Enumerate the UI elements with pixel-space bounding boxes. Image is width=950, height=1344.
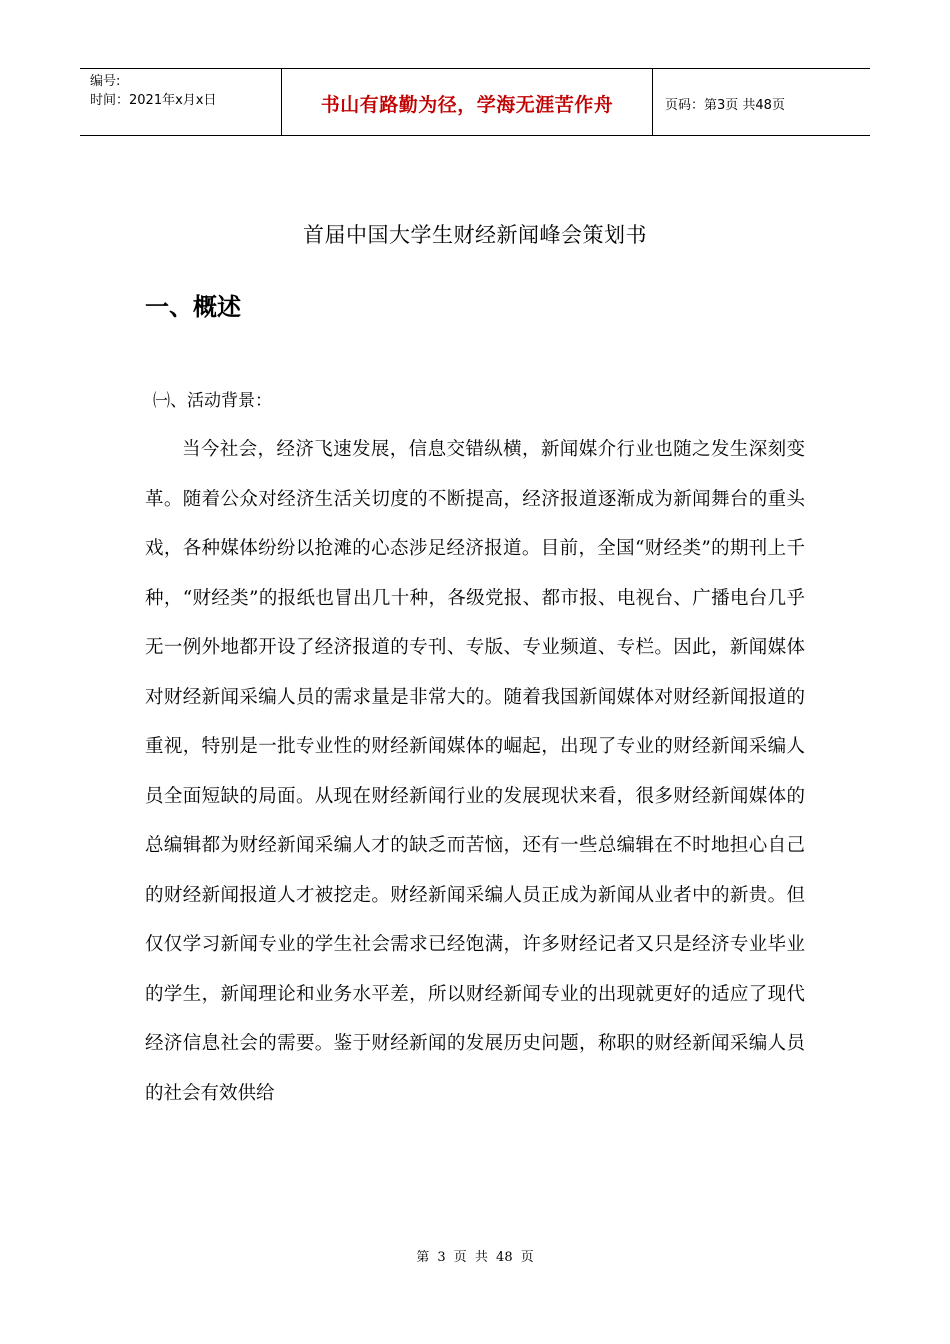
section-heading: 一、概述 xyxy=(145,293,241,321)
header-page-code: 页码：第3页 共48页 xyxy=(665,97,785,113)
header-page-cell xyxy=(653,69,870,135)
header-motto: 书山有路勤为径，学海无涯苦作舟 xyxy=(320,93,614,116)
page-footer: 第 3 页 共 48 页 xyxy=(416,1250,534,1265)
body-paragraph: 当今社会，经济飞速发展，信息交错纵横，新闻媒介行业也随之发生深刻变革。随着公众对经济生活关切度的不断提高，经济报道逐渐成为新闻舞台的重头戏，各种媒体纷纷以抢滩的心态涉足经济报道。目前，全国“财经类”的期刊上千种，“财经类”的报纸也冒出几十种，各级党报、都市报、电视台、广播电台几乎无一例外地都开设了经济报道的专刊、专版、专业频道、专栏。因此，新闻媒体对财经新闻采编人员的需求量是非常大的。随着我国新闻媒体对财经新闻报道的重视，特别是一批专业性的财经新闻媒体的崛起，出现了专业的财经新闻采编人员全面短缺的局面。从现在财经新闻行业的发展现状来看，很多财经新闻媒体的总编辑都为财经新闻采编人才的缺乏而苦恼，还有一些总编辑在不时地担心自己的财经新闻报道人才被挖走。财经新闻采编人员正成为新闻从业者中的新贵。但仅仅学习新闻专业的学生社会需求已经饱满，许多财经记者又只是经济专业毕业的学生，新闻理论和业务水平差，所以财经新闻专业的出现就更好的适应了现代经济信息社会的需要。鉴于财经新闻的发展历史问题，称职的财经新闻采编人员的社会有效供给 xyxy=(145,439,805,1104)
page-header xyxy=(80,68,870,136)
document-title: 首届中国大学生财经新闻峰会策划书 xyxy=(303,223,647,247)
header-meta-cell xyxy=(80,69,282,135)
number-label: 编号: xyxy=(90,74,121,89)
header-motto-cell xyxy=(282,69,653,135)
time-label: 时间：2021年x月x日 xyxy=(90,93,217,108)
subsection-heading: ㈠、活动背景： xyxy=(153,391,272,411)
